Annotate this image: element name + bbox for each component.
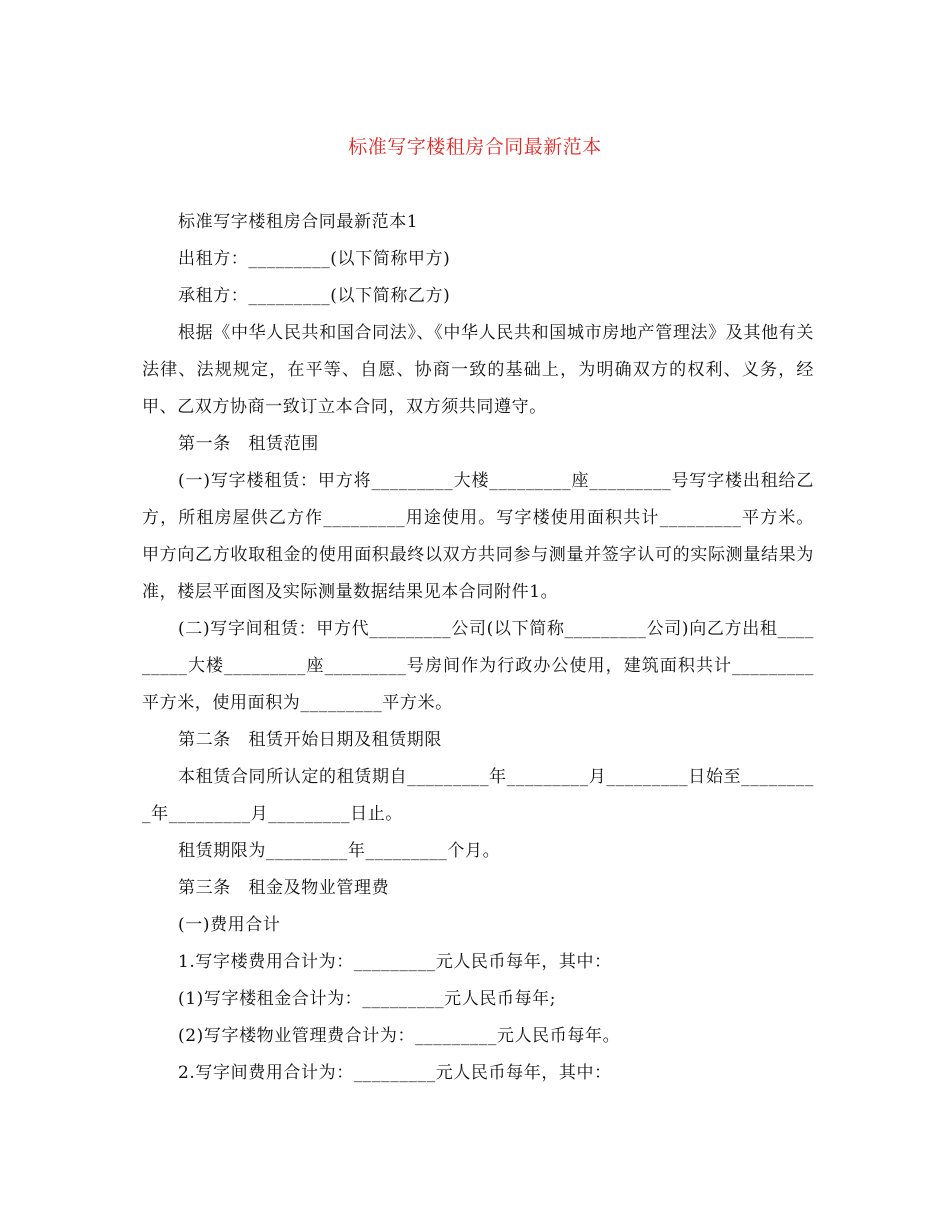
clause-paragraph: 租赁期限为_________年_________个月。 (178, 841, 501, 861)
article-heading: 第三条 租金及物业管理费 (178, 878, 390, 898)
lessor-line: 出租方：_________(以下简称甲方) (178, 249, 451, 269)
list-item: 2.写字间费用合计为：_________元人民币每年，其中： (178, 1063, 612, 1083)
document-title: 标准写字楼租房合同最新范本 (348, 136, 602, 158)
preamble-paragraph: 根据《中华人民共和国合同法》、《中华人民共和国城市房地产管理法》及其他有关法律、法规规定，在平等、自愿、协商一致的基础上，为明确双方的权利、义务，经甲、乙双方协商一致订立本合同，双方须共同遵守。 (142, 323, 814, 417)
list-item: (2)写字楼物业管理费合计为：_________元人民币每年。 (178, 1026, 621, 1046)
clause-paragraph: (一)写字楼租赁：甲方将_________大楼_________座_________号写字楼出租给乙方，所租房屋供乙方作_________用途使用。写字楼使用面积共计_________平方米。甲方向乙方收取租金的使用面积最终以双方共同参与测量并签字认可的实际测量结果为准，楼层平面图及实际测量数据结果见本合同附件1。 (142, 471, 814, 602)
lessee-line: 承租方：_________(以下简称乙方) (178, 286, 451, 306)
section-heading: 标准写字楼租房合同最新范本1 (178, 212, 419, 232)
document-body (142, 204, 814, 1092)
article-heading: 第一条 租赁范围 (178, 434, 319, 454)
article-heading: 第二条 租赁开始日期及租赁期限 (178, 730, 442, 750)
subsection-heading: (一)费用合计 (178, 915, 281, 935)
list-item: 1.写字楼费用合计为：_________元人民币每年，其中： (178, 952, 612, 972)
list-item: (1)写字楼租金合计为：_________元人民币每年; (178, 989, 557, 1009)
clause-paragraph: 本租赁合同所认定的租赁期自_________年_________月_________日始至_________年_________月_________日止。 (142, 767, 814, 824)
clause-paragraph: (二)写字间租赁：甲方代_________公司(以下简称_________公司)向乙方出租_________大楼_________座_________号房间作为行政办公使用，建筑面积共计_________平方米，使用面积为_________平方米。 (142, 619, 814, 713)
